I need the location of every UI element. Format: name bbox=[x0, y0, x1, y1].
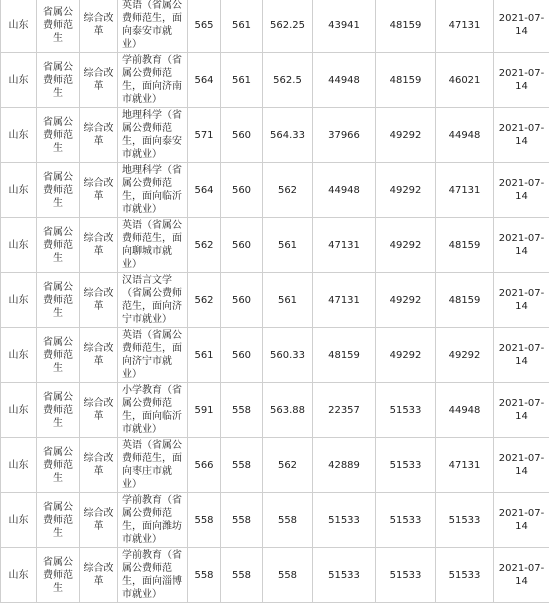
major-cell: 英语（省属公费师范生，面向聊城市就业） bbox=[118, 218, 188, 273]
max-score-cell: 562 bbox=[188, 273, 221, 328]
date-cell: 2021-07-14 bbox=[494, 0, 549, 53]
province-cell: 山东 bbox=[1, 273, 37, 328]
max-score-cell: 558 bbox=[188, 493, 221, 548]
province-cell: 山东 bbox=[1, 53, 37, 108]
category-cell: 省属公费师范生 bbox=[37, 163, 80, 218]
min-score-cell: 560 bbox=[221, 273, 263, 328]
date-cell: 2021-07-14 bbox=[494, 108, 549, 163]
avg-score-cell: 562.5 bbox=[263, 53, 313, 108]
min-rank-cell: 51533 bbox=[376, 438, 436, 493]
min-rank-cell: 49292 bbox=[376, 218, 436, 273]
subject-type-cell: 综合改革 bbox=[80, 163, 118, 218]
max-rank-cell: 47131 bbox=[313, 273, 376, 328]
province-cell: 山东 bbox=[1, 493, 37, 548]
max-rank-cell: 48159 bbox=[313, 328, 376, 383]
avg-rank-cell: 44948 bbox=[436, 108, 494, 163]
avg-rank-cell: 47131 bbox=[436, 163, 494, 218]
table-row bbox=[1, 383, 549, 438]
min-score-cell: 561 bbox=[221, 0, 263, 53]
province-cell: 山东 bbox=[1, 438, 37, 493]
min-rank-cell: 49292 bbox=[376, 328, 436, 383]
table-body bbox=[1, 0, 549, 603]
max-score-cell: 564 bbox=[188, 163, 221, 218]
avg-score-cell: 562.25 bbox=[263, 0, 313, 53]
major-cell: 地理科学（省属公费师范生，面向泰安市就业） bbox=[118, 108, 188, 163]
avg-score-cell: 560.33 bbox=[263, 328, 313, 383]
avg-score-cell: 562 bbox=[263, 163, 313, 218]
date-cell: 2021-07-14 bbox=[494, 328, 549, 383]
category-cell: 省属公费师范生 bbox=[37, 438, 80, 493]
max-score-cell: 558 bbox=[188, 548, 221, 603]
category-cell: 省属公费师范生 bbox=[37, 383, 80, 438]
avg-score-cell: 558 bbox=[263, 493, 313, 548]
province-cell: 山东 bbox=[1, 0, 37, 53]
max-rank-cell: 47131 bbox=[313, 218, 376, 273]
min-score-cell: 560 bbox=[221, 108, 263, 163]
avg-rank-cell: 46021 bbox=[436, 53, 494, 108]
table-row bbox=[1, 438, 549, 493]
max-rank-cell: 44948 bbox=[313, 53, 376, 108]
major-cell: 汉语言文学（省属公费师范生，面向济宁市就业） bbox=[118, 273, 188, 328]
date-cell: 2021-07-14 bbox=[494, 548, 549, 603]
subject-type-cell: 综合改革 bbox=[80, 218, 118, 273]
avg-score-cell: 562 bbox=[263, 438, 313, 493]
date-cell: 2021-07-14 bbox=[494, 163, 549, 218]
subject-type-cell: 综合改革 bbox=[80, 328, 118, 383]
max-rank-cell: 43941 bbox=[313, 0, 376, 53]
min-rank-cell: 51533 bbox=[376, 383, 436, 438]
subject-type-cell: 综合改革 bbox=[80, 493, 118, 548]
table-row bbox=[1, 493, 549, 548]
avg-rank-cell: 51533 bbox=[436, 548, 494, 603]
avg-rank-cell: 47131 bbox=[436, 438, 494, 493]
max-score-cell: 591 bbox=[188, 383, 221, 438]
max-rank-cell: 51533 bbox=[313, 493, 376, 548]
date-cell: 2021-07-14 bbox=[494, 273, 549, 328]
major-cell: 地理科学（省属公费师范生，面向临沂市就业） bbox=[118, 163, 188, 218]
table-row bbox=[1, 273, 549, 328]
subject-type-cell: 综合改革 bbox=[80, 53, 118, 108]
subject-type-cell: 综合改革 bbox=[80, 108, 118, 163]
major-cell: 英语（省属公费师范生，面向济宁市就业） bbox=[118, 328, 188, 383]
province-cell: 山东 bbox=[1, 383, 37, 438]
date-cell: 2021-07-14 bbox=[494, 53, 549, 108]
min-rank-cell: 49292 bbox=[376, 108, 436, 163]
avg-rank-cell: 48159 bbox=[436, 218, 494, 273]
province-cell: 山东 bbox=[1, 328, 37, 383]
min-score-cell: 558 bbox=[221, 438, 263, 493]
min-rank-cell: 49292 bbox=[376, 273, 436, 328]
min-score-cell: 558 bbox=[221, 383, 263, 438]
category-cell: 省属公费师范生 bbox=[37, 218, 80, 273]
max-score-cell: 564 bbox=[188, 53, 221, 108]
date-cell: 2021-07-14 bbox=[494, 493, 549, 548]
min-score-cell: 558 bbox=[221, 548, 263, 603]
min-rank-cell: 49292 bbox=[376, 163, 436, 218]
category-cell: 省属公费师范生 bbox=[37, 108, 80, 163]
avg-rank-cell: 48159 bbox=[436, 273, 494, 328]
province-cell: 山东 bbox=[1, 548, 37, 603]
min-score-cell: 560 bbox=[221, 328, 263, 383]
province-cell: 山东 bbox=[1, 163, 37, 218]
major-cell: 学前教育（省属公费师范生，面向淄博市就业） bbox=[118, 548, 188, 603]
min-score-cell: 560 bbox=[221, 218, 263, 273]
major-cell: 小学教育（省属公费师范生，面向临沂市就业） bbox=[118, 383, 188, 438]
avg-rank-cell: 49292 bbox=[436, 328, 494, 383]
category-cell: 省属公费师范生 bbox=[37, 493, 80, 548]
table-row bbox=[1, 163, 549, 218]
min-rank-cell: 48159 bbox=[376, 0, 436, 53]
subject-type-cell: 综合改革 bbox=[80, 438, 118, 493]
subject-type-cell: 综合改革 bbox=[80, 383, 118, 438]
avg-rank-cell: 44948 bbox=[436, 383, 494, 438]
category-cell: 省属公费师范生 bbox=[37, 548, 80, 603]
avg-score-cell: 563.88 bbox=[263, 383, 313, 438]
table-row bbox=[1, 548, 549, 603]
date-cell: 2021-07-14 bbox=[494, 383, 549, 438]
subject-type-cell: 综合改革 bbox=[80, 273, 118, 328]
table-row bbox=[1, 218, 549, 273]
subject-type-cell: 综合改革 bbox=[80, 548, 118, 603]
province-cell: 山东 bbox=[1, 218, 37, 273]
max-rank-cell: 37966 bbox=[313, 108, 376, 163]
min-score-cell: 558 bbox=[221, 493, 263, 548]
max-rank-cell: 44948 bbox=[313, 163, 376, 218]
category-cell: 省属公费师范生 bbox=[37, 328, 80, 383]
date-cell: 2021-07-14 bbox=[494, 218, 549, 273]
province-cell: 山东 bbox=[1, 108, 37, 163]
max-score-cell: 566 bbox=[188, 438, 221, 493]
min-rank-cell: 51533 bbox=[376, 493, 436, 548]
avg-score-cell: 558 bbox=[263, 548, 313, 603]
date-cell: 2021-07-14 bbox=[494, 438, 549, 493]
avg-score-cell: 564.33 bbox=[263, 108, 313, 163]
category-cell: 省属公费师范生 bbox=[37, 0, 80, 53]
avg-rank-cell: 47131 bbox=[436, 0, 494, 53]
major-cell: 学前教育（省属公费师范生，面向潍坊市就业） bbox=[118, 493, 188, 548]
table-row bbox=[1, 0, 549, 53]
min-rank-cell: 48159 bbox=[376, 53, 436, 108]
max-score-cell: 565 bbox=[188, 0, 221, 53]
min-rank-cell: 51533 bbox=[376, 548, 436, 603]
table-row bbox=[1, 328, 549, 383]
major-cell: 英语（省属公费师范生，面向泰安市就业） bbox=[118, 0, 188, 53]
subject-type-cell: 综合改革 bbox=[80, 0, 118, 53]
avg-score-cell: 561 bbox=[263, 218, 313, 273]
max-score-cell: 561 bbox=[188, 328, 221, 383]
avg-score-cell: 561 bbox=[263, 273, 313, 328]
max-rank-cell: 22357 bbox=[313, 383, 376, 438]
max-score-cell: 562 bbox=[188, 218, 221, 273]
major-cell: 英语（省属公费师范生，面向枣庄市就业） bbox=[118, 438, 188, 493]
avg-rank-cell: 51533 bbox=[436, 493, 494, 548]
max-rank-cell: 42889 bbox=[313, 438, 376, 493]
table-row bbox=[1, 53, 549, 108]
max-rank-cell: 51533 bbox=[313, 548, 376, 603]
min-score-cell: 560 bbox=[221, 163, 263, 218]
category-cell: 省属公费师范生 bbox=[37, 53, 80, 108]
min-score-cell: 561 bbox=[221, 53, 263, 108]
max-score-cell: 571 bbox=[188, 108, 221, 163]
major-cell: 学前教育（省属公费师范生，面向济南市就业） bbox=[118, 53, 188, 108]
category-cell: 省属公费师范生 bbox=[37, 273, 80, 328]
table-row bbox=[1, 108, 549, 163]
